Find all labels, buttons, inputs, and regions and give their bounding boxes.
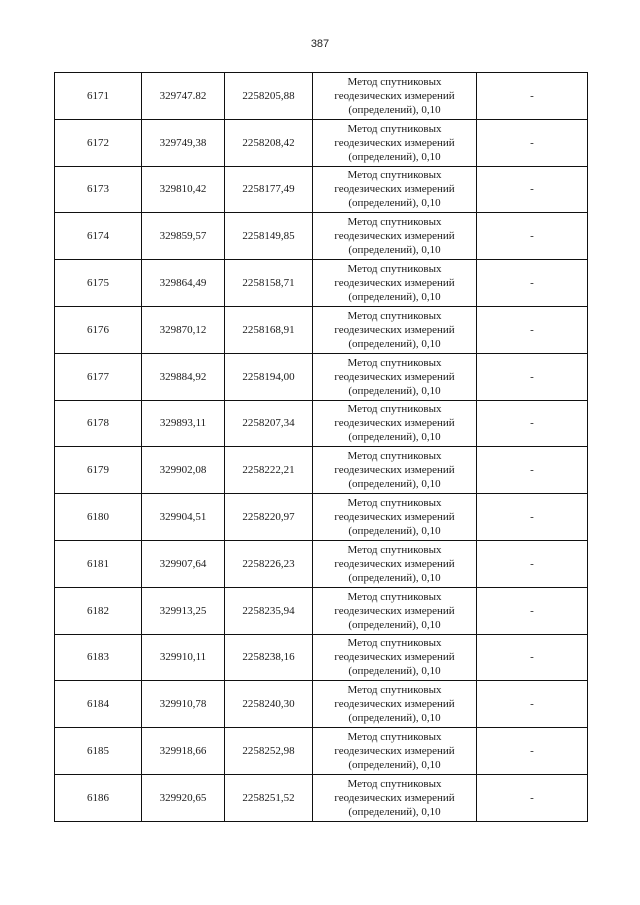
y-coordinate-cell: 2258177,49 <box>225 166 313 213</box>
note-cell: - <box>477 166 588 213</box>
method-line: Метод спутниковых <box>347 543 442 556</box>
point-number-cell: 6174 <box>55 213 142 260</box>
note-cell: - <box>477 634 588 681</box>
x-coordinate-cell: 329749,38 <box>142 119 225 166</box>
y-coordinate-cell: 2258158,71 <box>225 260 313 307</box>
method-cell <box>313 728 477 775</box>
point-number-cell: 6180 <box>55 494 142 541</box>
method-line: Метод спутниковых <box>347 684 442 697</box>
table-row <box>55 587 588 634</box>
method-line: (определений), 0,10 <box>348 291 441 304</box>
note-cell: - <box>477 119 588 166</box>
method-line: Метод спутниковых <box>347 590 442 603</box>
table-row <box>55 213 588 260</box>
x-coordinate-cell: 329884,92 <box>142 353 225 400</box>
table-row <box>55 728 588 775</box>
point-number-cell: 6179 <box>55 447 142 494</box>
method-line: геодезических измерений <box>334 745 455 758</box>
method-line: геодезических измерений <box>334 370 455 383</box>
method-line: Метод спутниковых <box>347 169 442 182</box>
y-coordinate-cell: 2258194,00 <box>225 353 313 400</box>
method-cell <box>313 634 477 681</box>
method-line: геодезических измерений <box>334 183 455 196</box>
method-line: (определений), 0,10 <box>348 665 441 678</box>
method-line: геодезических измерений <box>334 136 455 149</box>
y-coordinate-cell: 2258252,98 <box>225 728 313 775</box>
method-line: (определений), 0,10 <box>348 478 441 491</box>
method-line: геодезических измерений <box>334 557 455 570</box>
method-cell <box>313 213 477 260</box>
note-cell: - <box>477 260 588 307</box>
x-coordinate-cell: 329859,57 <box>142 213 225 260</box>
method-line: геодезических измерений <box>334 89 455 102</box>
method-line: (определений), 0,10 <box>348 431 441 444</box>
table-row <box>55 540 588 587</box>
table-row <box>55 260 588 307</box>
method-line: геодезических измерений <box>334 230 455 243</box>
method-line: (определений), 0,10 <box>348 337 441 350</box>
table-row <box>55 494 588 541</box>
y-coordinate-cell: 2258235,94 <box>225 587 313 634</box>
y-coordinate-cell: 2258149,85 <box>225 213 313 260</box>
note-cell: - <box>477 587 588 634</box>
table-row <box>55 166 588 213</box>
coordinates-table-body <box>55 73 588 822</box>
method-line: (определений), 0,10 <box>348 244 441 257</box>
method-line: (определений), 0,10 <box>348 525 441 538</box>
note-cell: - <box>477 73 588 120</box>
method-line: (определений), 0,10 <box>348 759 441 772</box>
method-cell <box>313 681 477 728</box>
y-coordinate-cell: 2258220,97 <box>225 494 313 541</box>
method-line: геодезических измерений <box>334 791 455 804</box>
note-cell: - <box>477 213 588 260</box>
method-line: геодезических измерений <box>334 698 455 711</box>
table-row <box>55 353 588 400</box>
method-line: геодезических измерений <box>334 417 455 430</box>
point-number-cell: 6175 <box>55 260 142 307</box>
note-cell: - <box>477 306 588 353</box>
y-coordinate-cell: 2258222,21 <box>225 447 313 494</box>
method-cell <box>313 166 477 213</box>
x-coordinate-cell: 329910,11 <box>142 634 225 681</box>
y-coordinate-cell: 2258226,23 <box>225 540 313 587</box>
point-number-cell: 6181 <box>55 540 142 587</box>
method-line: Метод спутниковых <box>347 356 442 369</box>
x-coordinate-cell: 329910,78 <box>142 681 225 728</box>
method-cell <box>313 353 477 400</box>
table-row <box>55 774 588 821</box>
method-cell <box>313 260 477 307</box>
method-line: Метод спутниковых <box>347 216 442 229</box>
point-number-cell: 6185 <box>55 728 142 775</box>
point-number-cell: 6176 <box>55 306 142 353</box>
x-coordinate-cell: 329864,49 <box>142 260 225 307</box>
x-coordinate-cell: 329904,51 <box>142 494 225 541</box>
method-line: геодезических измерений <box>334 651 455 664</box>
method-cell <box>313 400 477 447</box>
y-coordinate-cell: 2258251,52 <box>225 774 313 821</box>
method-line: Метод спутниковых <box>347 497 442 510</box>
note-cell: - <box>477 400 588 447</box>
table-row <box>55 119 588 166</box>
table-row <box>55 73 588 120</box>
method-line: (определений), 0,10 <box>348 197 441 210</box>
method-line: Метод спутниковых <box>347 403 442 416</box>
point-number-cell: 6183 <box>55 634 142 681</box>
method-line: геодезических измерений <box>334 277 455 290</box>
y-coordinate-cell: 2258240,30 <box>225 681 313 728</box>
y-coordinate-cell: 2258208,42 <box>225 119 313 166</box>
method-cell <box>313 587 477 634</box>
method-line: Метод спутниковых <box>347 75 442 88</box>
method-line: геодезических измерений <box>334 323 455 336</box>
coordinates-table <box>54 72 588 822</box>
method-line: Метод спутниковых <box>347 309 442 322</box>
method-cell <box>313 774 477 821</box>
method-cell <box>313 119 477 166</box>
table-row <box>55 634 588 681</box>
x-coordinate-cell: 329902,08 <box>142 447 225 494</box>
y-coordinate-cell: 2258205,88 <box>225 73 313 120</box>
method-line: (определений), 0,10 <box>348 571 441 584</box>
method-line: (определений), 0,10 <box>348 103 441 116</box>
point-number-cell: 6182 <box>55 587 142 634</box>
method-line: (определений), 0,10 <box>348 384 441 397</box>
note-cell: - <box>477 774 588 821</box>
table-row <box>55 447 588 494</box>
note-cell: - <box>477 681 588 728</box>
table-row <box>55 306 588 353</box>
table-row <box>55 681 588 728</box>
note-cell: - <box>477 353 588 400</box>
method-line: Метод спутниковых <box>347 731 442 744</box>
point-number-cell: 6184 <box>55 681 142 728</box>
method-line: Метод спутниковых <box>347 777 442 790</box>
point-number-cell: 6171 <box>55 73 142 120</box>
method-line: Метод спутниковых <box>347 122 442 135</box>
y-coordinate-cell: 2258207,34 <box>225 400 313 447</box>
note-cell: - <box>477 540 588 587</box>
method-line: (определений), 0,10 <box>348 712 441 725</box>
table-row <box>55 400 588 447</box>
method-cell <box>313 306 477 353</box>
method-line: (определений), 0,10 <box>348 805 441 818</box>
method-line: Метод спутниковых <box>347 450 442 463</box>
point-number-cell: 6173 <box>55 166 142 213</box>
method-line: (определений), 0,10 <box>348 618 441 631</box>
x-coordinate-cell: 329913,25 <box>142 587 225 634</box>
note-cell: - <box>477 494 588 541</box>
note-cell: - <box>477 447 588 494</box>
x-coordinate-cell: 329810,42 <box>142 166 225 213</box>
method-line: геодезических измерений <box>334 464 455 477</box>
y-coordinate-cell: 2258168,91 <box>225 306 313 353</box>
method-line: (определений), 0,10 <box>348 150 441 163</box>
x-coordinate-cell: 329907,64 <box>142 540 225 587</box>
page-number: 387 <box>310 38 330 50</box>
method-line: Метод спутниковых <box>347 263 442 276</box>
method-line: геодезических измерений <box>334 604 455 617</box>
method-cell <box>313 447 477 494</box>
point-number-cell: 6172 <box>55 119 142 166</box>
x-coordinate-cell: 329870,12 <box>142 306 225 353</box>
x-coordinate-cell: 329918,66 <box>142 728 225 775</box>
note-cell: - <box>477 728 588 775</box>
y-coordinate-cell: 2258238,16 <box>225 634 313 681</box>
method-cell <box>313 73 477 120</box>
point-number-cell: 6186 <box>55 774 142 821</box>
method-cell <box>313 494 477 541</box>
method-line: геодезических измерений <box>334 511 455 524</box>
x-coordinate-cell: 329893,11 <box>142 400 225 447</box>
point-number-cell: 6177 <box>55 353 142 400</box>
x-coordinate-cell: 329747.82 <box>142 73 225 120</box>
point-number-cell: 6178 <box>55 400 142 447</box>
x-coordinate-cell: 329920,65 <box>142 774 225 821</box>
method-cell <box>313 540 477 587</box>
method-line: Метод спутниковых <box>347 637 442 650</box>
